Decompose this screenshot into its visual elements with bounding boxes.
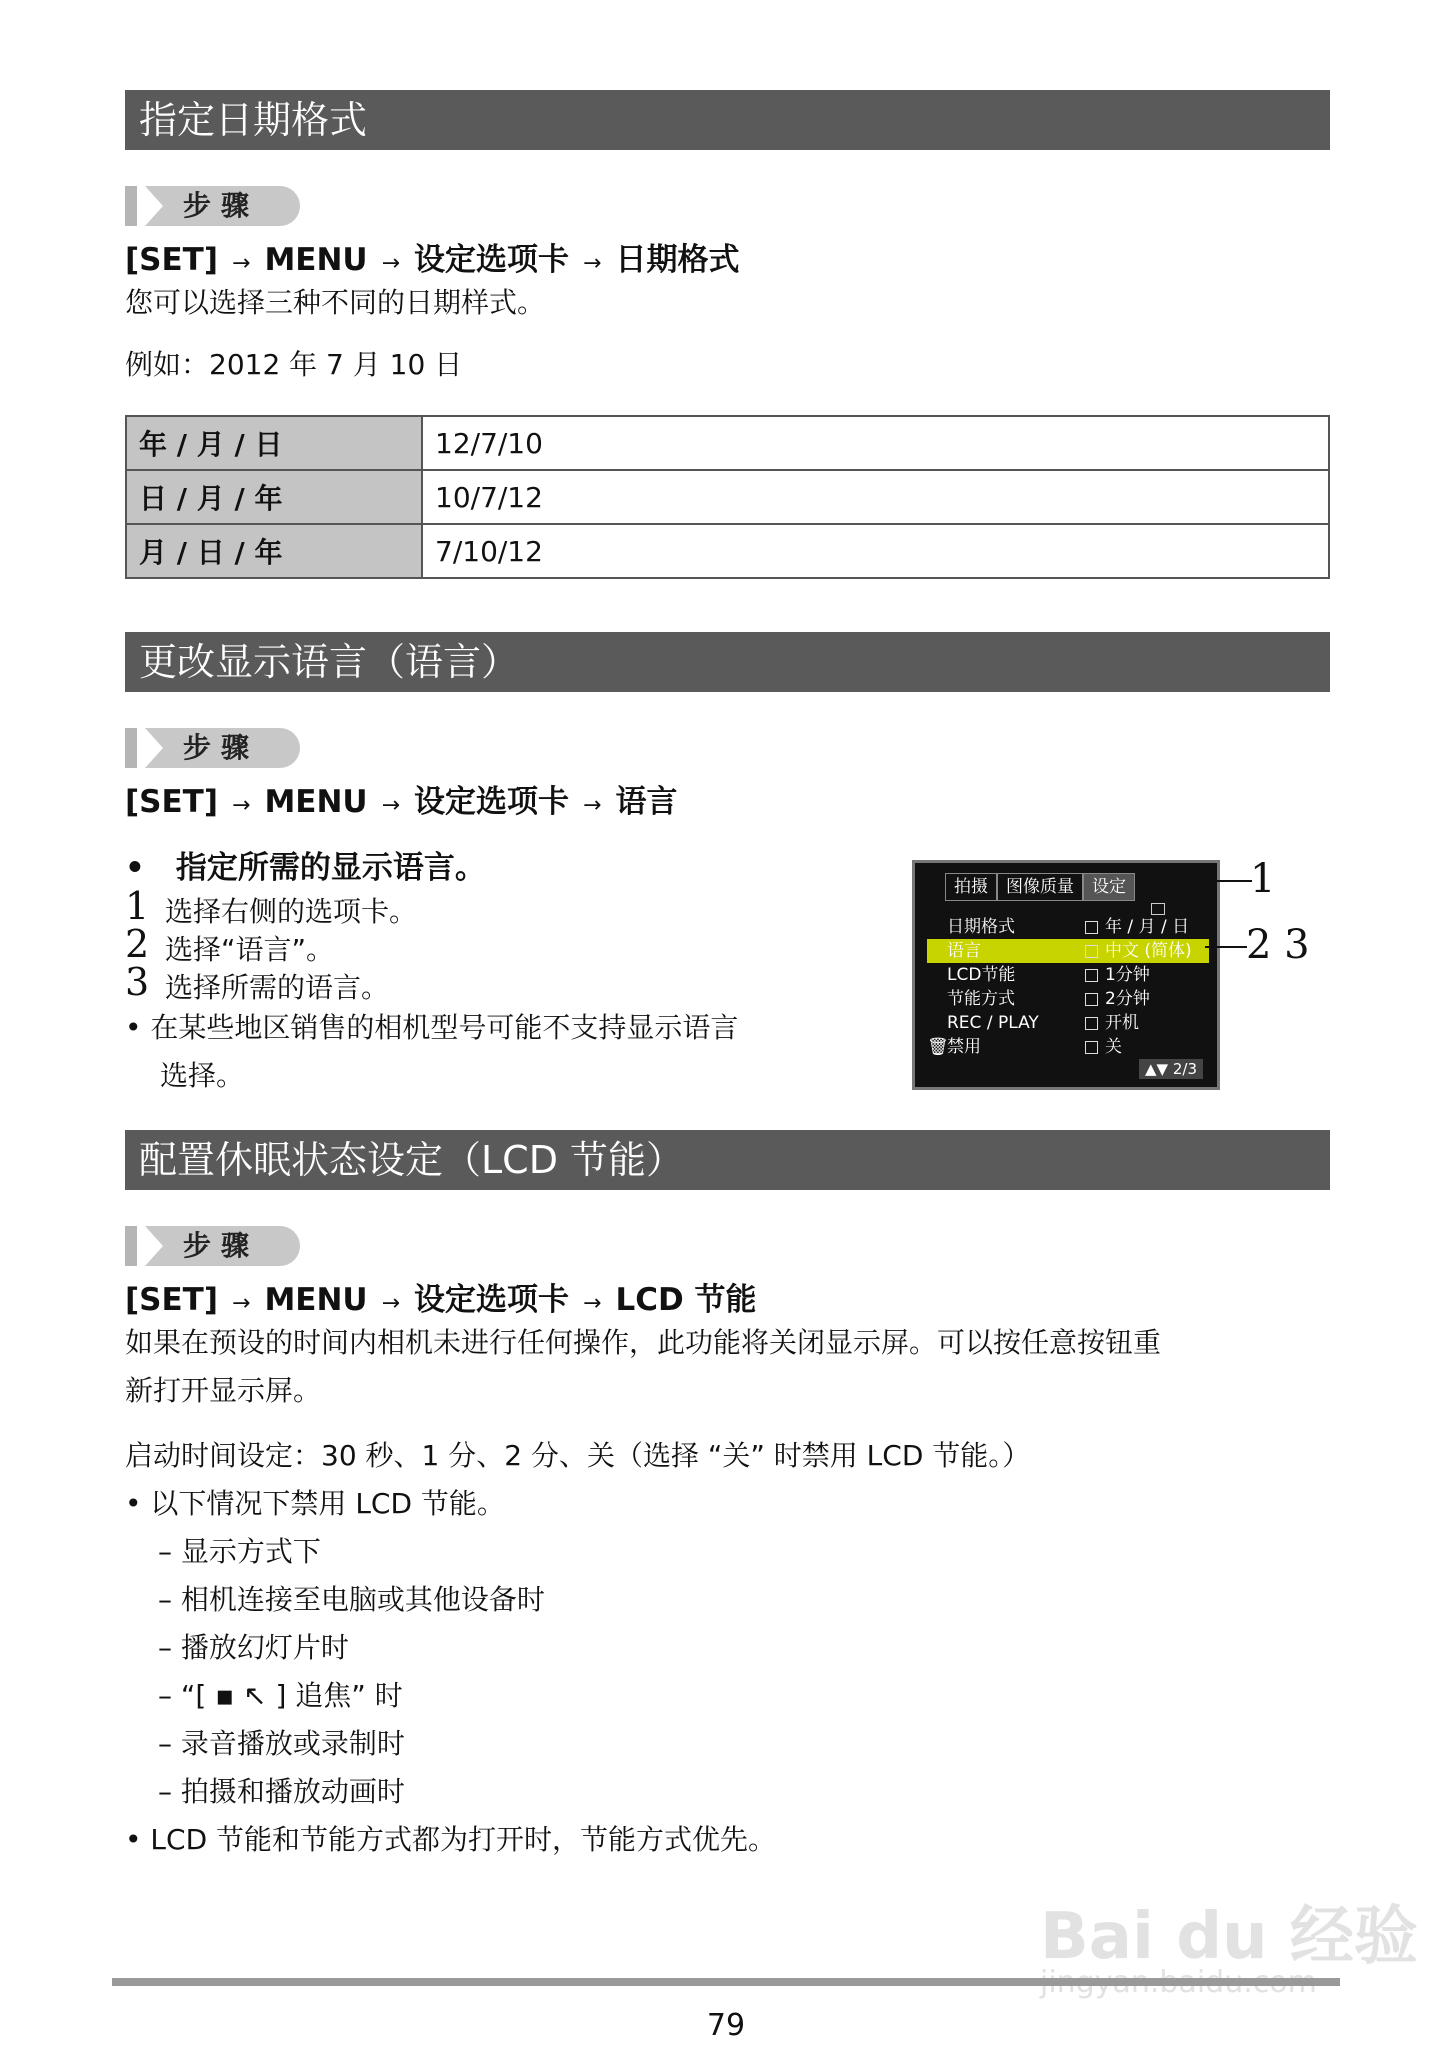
step-number: 3 — [125, 960, 150, 1004]
steps-label: 步骤 — [183, 1229, 260, 1262]
steps-label: 步骤 — [183, 189, 260, 222]
watermark-logo: Bai du 经验 — [1040, 1900, 1418, 1974]
table-row: 月 / 日 / 年 7/10/12 — [126, 524, 1329, 578]
description-cont: 新打开显示屏。 — [125, 1374, 322, 1407]
callout-line — [1182, 880, 1252, 882]
step-number: 2 — [125, 922, 150, 966]
page-number: 79 — [706, 2008, 746, 2043]
note: • 在某些地区销售的相机型号可能不支持显示语言 — [125, 1011, 739, 1044]
trash-icon: 🗑 — [927, 1037, 949, 1057]
arrow-icon — [1085, 1041, 1098, 1054]
menu-path: [SET] → MENU → 设定选项卡 → LCD 节能 — [125, 1282, 757, 1318]
table-row: 年 / 月 / 日 12/7/10 — [126, 416, 1329, 470]
bullet: • 以下情况下禁用 LCD 节能。 — [125, 1487, 505, 1520]
callout-line — [1205, 946, 1247, 948]
menu-path: [SET] → MENU → 设定选项卡 → 语言 — [125, 784, 678, 820]
section-title-date-format: 指定日期格式 — [125, 90, 1330, 150]
list-item: – 录音播放或录制时 — [158, 1727, 405, 1760]
bullet: • LCD 节能和节能方式都为打开时，节能方式优先。 — [125, 1823, 777, 1856]
step-text: 选择“语言”。 — [165, 933, 335, 966]
list-item: – 相机连接至电脑或其他设备时 — [158, 1583, 545, 1616]
arrow-icon — [1085, 1017, 1098, 1030]
date-format-table — [125, 415, 1330, 579]
arrow-icon — [1085, 993, 1098, 1006]
step-text: 选择右侧的选项卡。 — [165, 895, 418, 928]
page-indicator: ▲▼ 2/3 — [1139, 1059, 1203, 1079]
section-title-language: 更改显示语言（语言） — [125, 632, 1330, 692]
list-item: – 播放幻灯片时 — [158, 1631, 349, 1664]
footer-rule — [112, 1978, 1340, 1986]
callout-1: 1 — [1250, 856, 1276, 902]
list-item: – “[ ▪ ↖ ] 追焦” 时 — [158, 1679, 403, 1712]
section-title-lcd-saver: 配置休眠状态设定（LCD 节能） — [125, 1130, 1330, 1190]
instruction: • 指定所需的显示语言。 — [125, 850, 486, 886]
list-item: – 显示方式下 — [158, 1535, 321, 1568]
list-item: – 拍摄和播放动画时 — [158, 1775, 405, 1808]
steps-label: 步骤 — [183, 731, 260, 764]
steps-tab — [125, 186, 300, 226]
description: 如果在预设的时间内相机未进行任何操作，此功能将关闭显示屏。可以按任意按钮重 — [125, 1326, 1162, 1359]
callout-23: 2 3 — [1246, 922, 1310, 968]
example: 例如：2012 年 7 月 10 日 — [125, 348, 463, 381]
camera-screen: 拍摄 图像质量 设定 日期格式 年 / 月 / 日 语言 中文 (简体) LCD节能 1分钟 节能方式 2分钟 REC / PLAY 开机 🗑 禁用 关 ▲▼ 2/3 — [912, 860, 1220, 1090]
note-cont: 选择。 — [160, 1059, 245, 1092]
startup-setting: 启动时间设定：30 秒、1 分、2 分、关（选择 “关” 时禁用 LCD 节能。） — [125, 1439, 1031, 1472]
menu-path: [SET] → MENU → 设定选项卡 → 日期格式 — [125, 242, 740, 278]
up-arrow-icon — [1151, 903, 1165, 915]
steps-tab — [125, 728, 300, 768]
arrow-icon — [1085, 945, 1098, 958]
description: 您可以选择三种不同的日期样式。 — [125, 286, 546, 319]
step-number: 1 — [125, 884, 150, 928]
screen-tabs: 拍摄 图像质量 设定 — [945, 873, 1135, 899]
arrow-icon — [1085, 969, 1098, 982]
table-row: 日 / 月 / 年 10/7/12 — [126, 470, 1329, 524]
steps-tab — [125, 1226, 300, 1266]
arrow-icon — [1085, 921, 1098, 934]
step-text: 选择所需的语言。 — [165, 971, 390, 1004]
